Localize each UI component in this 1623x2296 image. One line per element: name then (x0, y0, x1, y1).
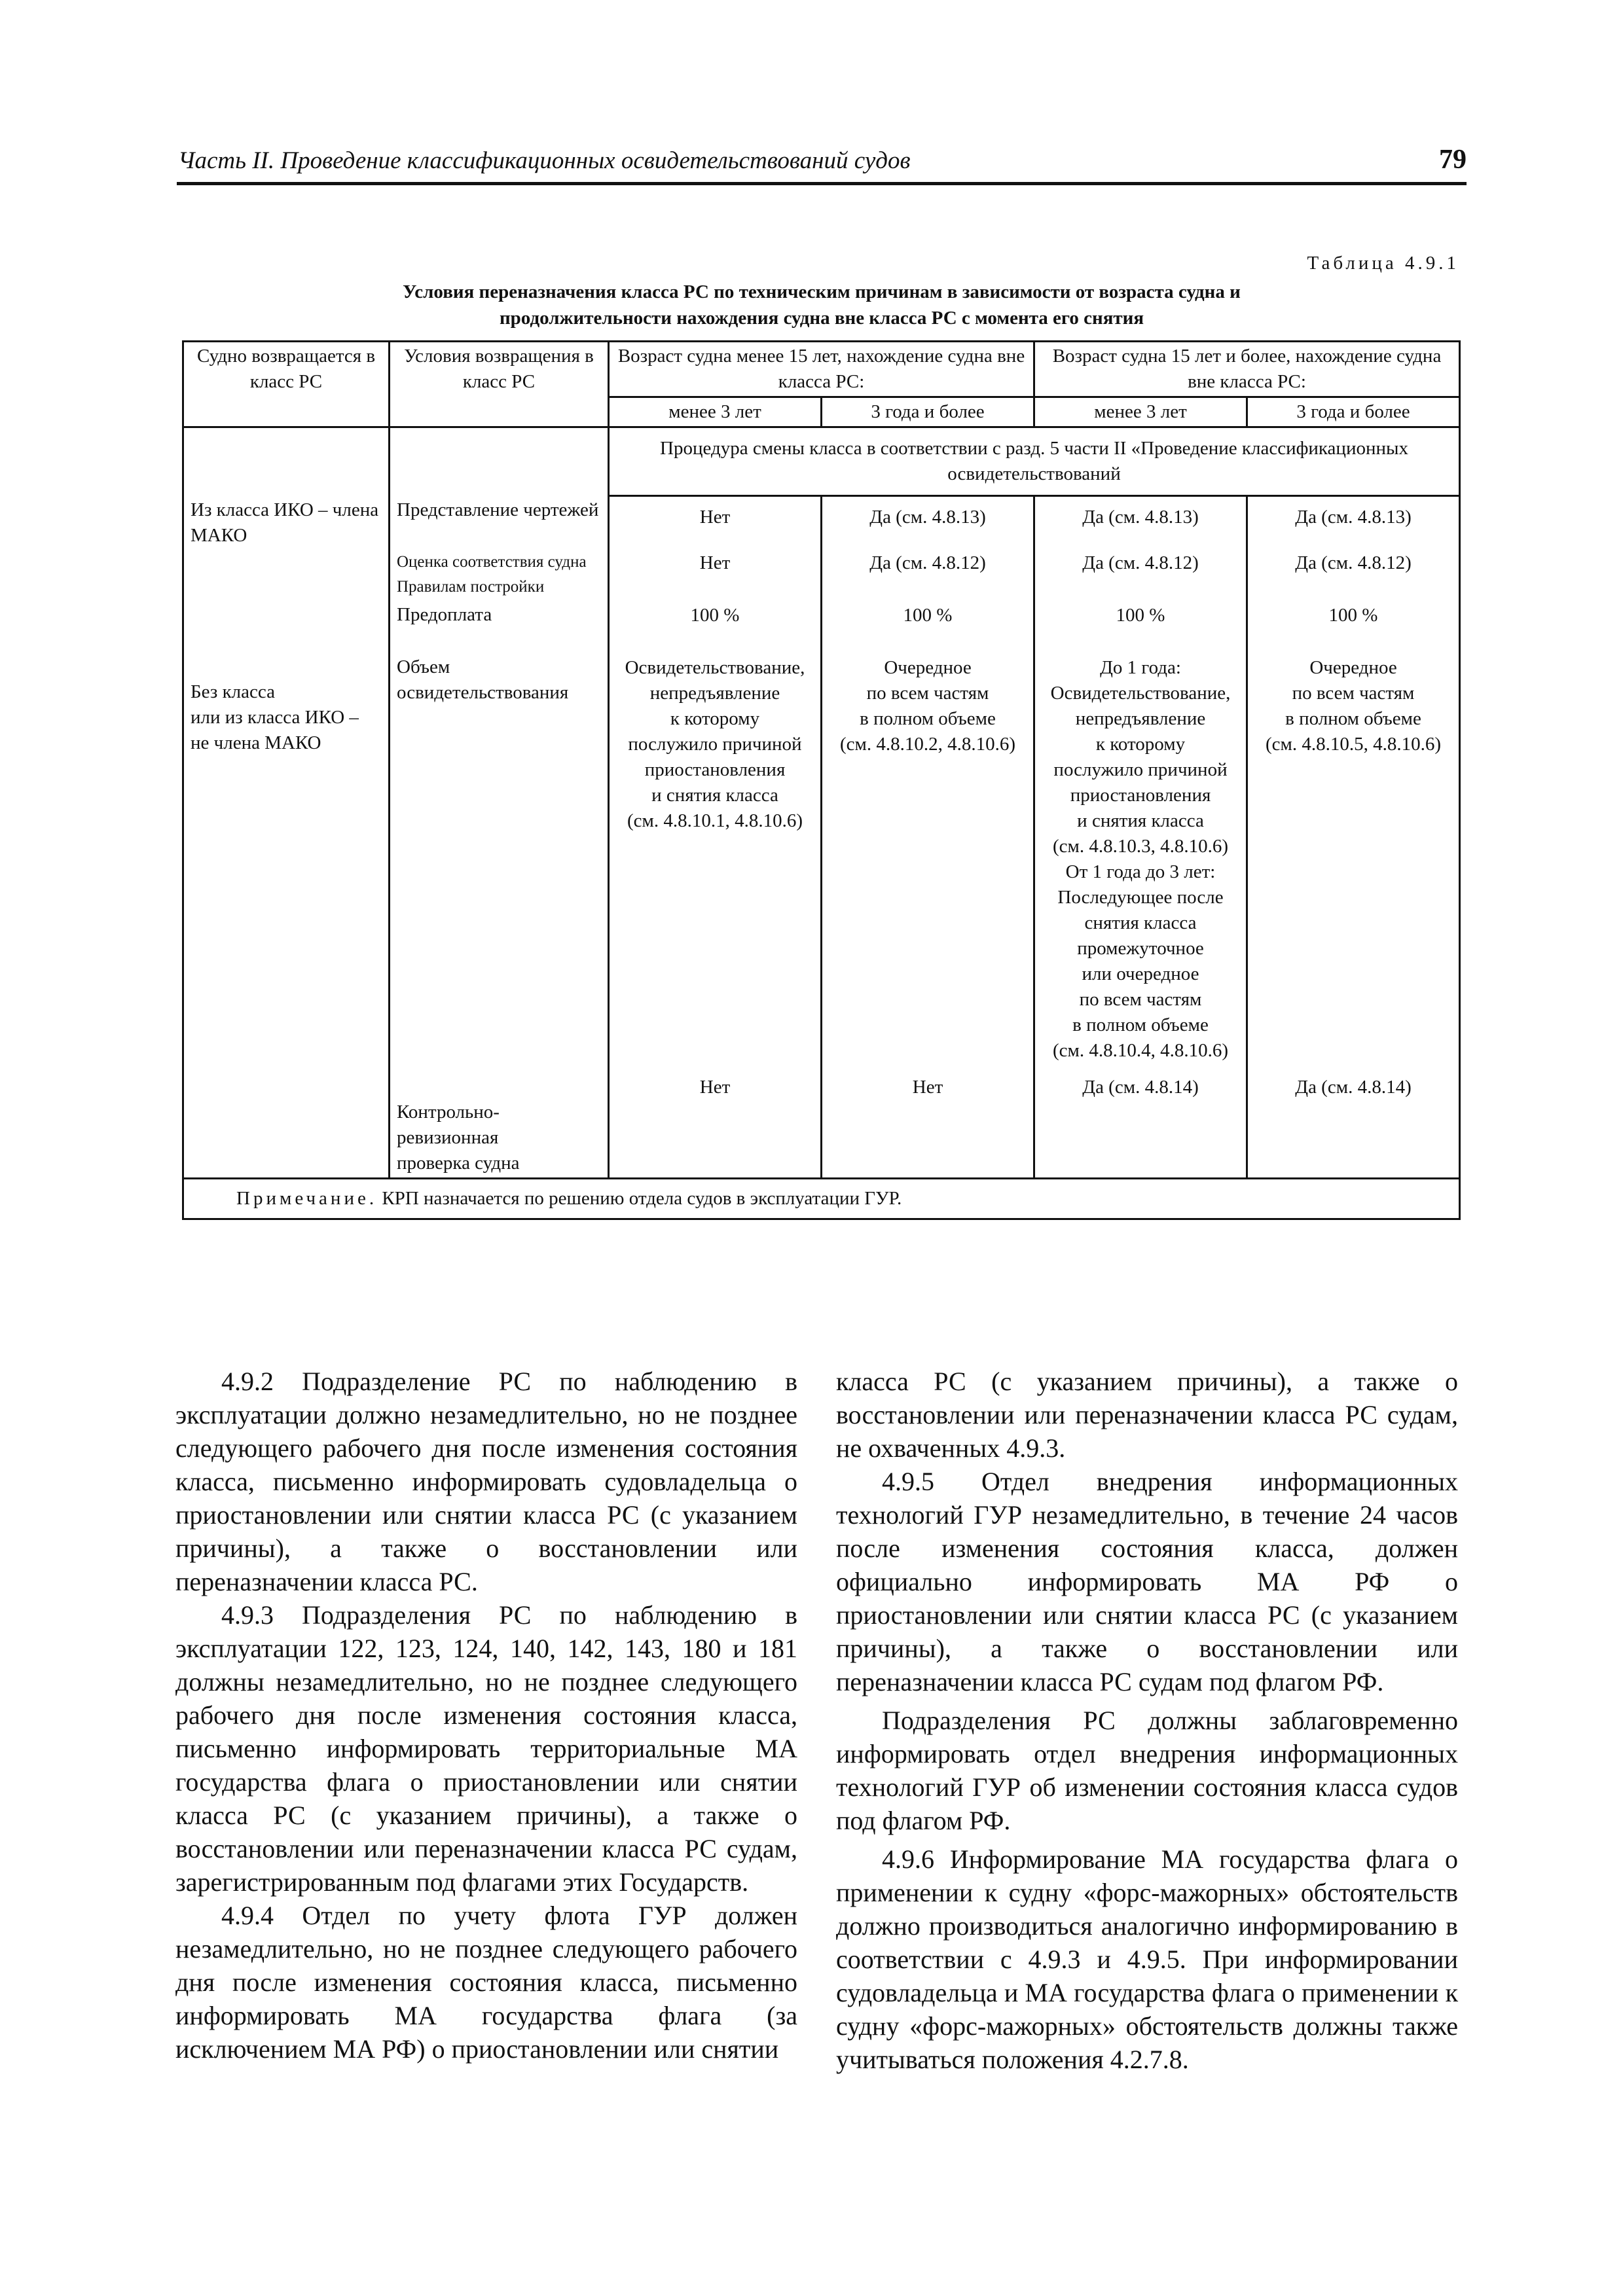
paragraph-4-9-4-continued: класса РС (с указанием причины), а также о восстановлении или переназначении класса РС судам, не охваченных 4.9.3. (836, 1367, 1458, 1463)
value-cell: Да (см. 4.8.13) (1082, 507, 1199, 528)
value-line: непредъявление (649, 683, 780, 704)
procedure-cell: Процедура смены класса в соответствии с разд. 5 части II «Проведение классификационных освидетельствований (609, 427, 1460, 496)
subheader-cell: менее 3 лет (609, 397, 822, 427)
condition-krp-line: проверка судна (397, 1152, 520, 1174)
value-line: (см. 4.8.10.4, 4.8.10.6) (1052, 1040, 1229, 1061)
condition-krp-line: ревизионная (397, 1126, 499, 1148)
value-cell: Нет (912, 1077, 943, 1098)
group-ico-member: Из класса ИКО – члена МАКО (191, 499, 379, 546)
paragraph-text: Отдел по учету флота ГУР должен незамедлительно, но не позднее следующего рабочего дня после изменения состояния класса, письменно информировать МА государства флага (за исключением МА РФ) о приостановлении или снятии (175, 1901, 797, 2064)
group-non-member-line: Без класса (191, 681, 275, 702)
section-number: 4.9.3 (221, 1600, 274, 1630)
value-line: в полном объеме (1285, 708, 1421, 729)
value-column-3 (1034, 496, 1247, 1179)
value-cell: Да (см. 4.8.13) (1295, 507, 1412, 528)
condition-survey-scope: Объем освидетельствования (397, 656, 569, 703)
subheader-cell: 3 года и более (1247, 397, 1460, 427)
value-line: по всем частям (866, 683, 989, 704)
condition-krp-line: Контрольно- (397, 1101, 500, 1122)
value-line: приостановления (1070, 785, 1211, 806)
table-header-row (183, 342, 1460, 397)
paragraph-text: Отдел внедрения информационных технологий ГУР незамедлительно, в течение 24 часов после изменения состояния класса, должен официально информировать МА РФ о приостановлении или снятии класса РС (с указанием причины), а также о восстановлении или переназначении класса РС судам под флагом РФ. (836, 1467, 1458, 1696)
value-column-2 (822, 496, 1034, 1179)
value-cell: Нет (699, 1077, 731, 1098)
empty-cell (390, 427, 609, 496)
value-cell: 100 % (1328, 605, 1378, 626)
value-line: Очередное (1309, 657, 1397, 678)
paragraph-4-9-5-b: Подразделения РС должны заблаговременно информировать отдел внедрения информационных технологий ГУР об изменении состояния класса судов под флагом РФ. (836, 1706, 1458, 1835)
value-cell: 100 % (690, 605, 740, 626)
value-line: в полном объеме (1072, 1014, 1209, 1035)
value-line: послужило причиной (1053, 759, 1228, 780)
text-column-right (836, 1365, 1458, 2076)
paragraph-4-9-6 (836, 1842, 1458, 2076)
value-line: и снятия класса (651, 785, 778, 806)
table-label: Таблица 4.9.1 (1307, 253, 1459, 274)
value-line: в полном объеме (860, 708, 996, 729)
value-cell: Да (см. 4.8.12) (1295, 552, 1412, 573)
table-title-line-1: Условия переназначения класса РС по техническим причинам в зависимости от возраста судна и (403, 281, 1241, 302)
value-line: по всем частям (1292, 683, 1415, 704)
value-line: Очередное (884, 657, 972, 678)
paragraph-text: Подразделение РС по наблюдению в эксплуатации должно незамедлительно, но не позднее следующего рабочего дня после изменения состояния класса, письменно информировать судовладельца о приостановлении или снятии класса РС (с указанием причины), а также о восстановлении или переназначении класса РС. (175, 1367, 797, 1596)
note-label: Примечание. (236, 1187, 378, 1209)
value-line: послужило причиной (628, 734, 802, 755)
header-cell-returns: Судно возвращается в класс РС (183, 342, 390, 427)
page-number: 79 (1439, 145, 1467, 175)
subheader-cell: 3 года и более (822, 397, 1034, 427)
value-cell: Да (см. 4.8.14) (1082, 1077, 1199, 1098)
group-non-member-line: или из класса ИКО – (191, 706, 359, 728)
table-body-row (183, 496, 1460, 1179)
table-title-line-2: продолжительности нахождения судна вне класса РС с момента его снятия (499, 308, 1144, 329)
value-line: Освидетельствование, (1050, 683, 1231, 704)
value-cell: Да (см. 4.8.12) (869, 552, 986, 573)
header-cell-age-under-15: Возраст судна менее 15 лет, нахождение судна вне класса РС: (609, 342, 1034, 397)
value-column-1 (609, 496, 822, 1179)
value-cell: Нет (699, 507, 731, 528)
paragraph-4-9-5 (836, 1465, 1458, 1698)
condition-compliance: Оценка соответствия судна Правилам постройки (397, 552, 587, 596)
group-non-member-line: не члена МАКО (191, 732, 321, 753)
header-cell-conditions: Условия возвращения в класс РС (390, 342, 609, 427)
value-column-4 (1247, 496, 1460, 1179)
value-cell: Да (см. 4.8.14) (1295, 1077, 1412, 1098)
section-number: 4.9.2 (221, 1367, 274, 1396)
value-line: по всем частям (1079, 989, 1202, 1010)
header-title: Часть II. Проведение классификационных освидетельствований судов (178, 147, 911, 174)
vessel-group-cell (183, 496, 390, 1179)
section-number: 4.9.4 (221, 1901, 274, 1930)
value-line: промежуточное (1077, 938, 1204, 959)
value-line: Освидетельствование, (625, 657, 805, 678)
reassignment-conditions-table (182, 340, 1461, 1220)
value-line: (см. 4.8.10.1, 4.8.10.6) (627, 810, 803, 831)
table-title (177, 279, 1467, 331)
value-line: к которому (1095, 734, 1186, 755)
value-line: приостановления (644, 759, 786, 780)
conditions-cell (390, 496, 609, 1179)
value-line: непредъявление (1075, 708, 1206, 729)
value-line: или очередное (1082, 963, 1199, 984)
empty-cell (183, 427, 390, 496)
paragraph-4-9-3 (175, 1598, 797, 1899)
value-cell: 100 % (1116, 605, 1165, 626)
subheader-cell: менее 3 лет (1034, 397, 1247, 427)
value-line: снятия класса (1084, 912, 1197, 933)
value-cell: Да (см. 4.8.12) (1082, 552, 1199, 573)
value-line: От 1 года до 3 лет: (1065, 861, 1216, 882)
value-line: (см. 4.8.10.3, 4.8.10.6) (1052, 836, 1229, 857)
condition-drawings: Представление чертежей (397, 499, 599, 520)
value-line: к которому (670, 708, 760, 729)
note-row (183, 1178, 1460, 1219)
value-line: и снятия класса (1077, 810, 1204, 831)
value-cell: Да (см. 4.8.13) (869, 507, 986, 528)
paragraph-4-9-2 (175, 1365, 797, 1598)
value-line: До 1 года: (1100, 657, 1181, 678)
value-line: (см. 4.8.10.5, 4.8.10.6) (1265, 734, 1442, 755)
value-cell: Нет (699, 552, 731, 573)
paragraph-text: Информирование МА государства флага о применении к судну «форс-мажорных» обстоятельств должно производиться аналогично информированию в соответствии с 4.9.3 и 4.9.5. При информировании судовладельца и МА государства флага о применении к судну «форс-мажорных» обстоятельств должны также учитываться положения 4.2.7.8. (836, 1844, 1459, 2074)
procedure-row (183, 427, 1460, 496)
running-header (177, 143, 1467, 185)
table-note (183, 1178, 1460, 1219)
note-text: КРП назначается по решению отдела судов в эксплуатации ГУР. (382, 1187, 902, 1209)
condition-prepayment: Предоплата (397, 603, 492, 625)
paragraph-text: Подразделения РС по наблюдению в эксплуатации 122, 123, 124, 140, 142, 143, 180 и 181 должны незамедлительно, но не позднее следующего рабочего дня после изменения состояния класса, письменно информировать территориальные МА государства флага о приостановлении или снятии класса РС (с указанием причины), а также о восстановлении или переназначении класса РС судам, зарегистрированным под флагами этих Государств. (175, 1600, 797, 1897)
section-number: 4.9.5 (882, 1467, 934, 1496)
section-number: 4.9.6 (882, 1844, 934, 1874)
paragraph-4-9-4 (175, 1899, 797, 2066)
text-column-left (175, 1365, 797, 2066)
value-line: Последующее после (1057, 887, 1224, 908)
value-line: (см. 4.8.10.2, 4.8.10.6) (839, 734, 1016, 755)
header-cell-age-15-plus: Возраст судна 15 лет и более, нахождение судна вне класса РС: (1034, 342, 1460, 397)
value-cell: 100 % (903, 605, 953, 626)
